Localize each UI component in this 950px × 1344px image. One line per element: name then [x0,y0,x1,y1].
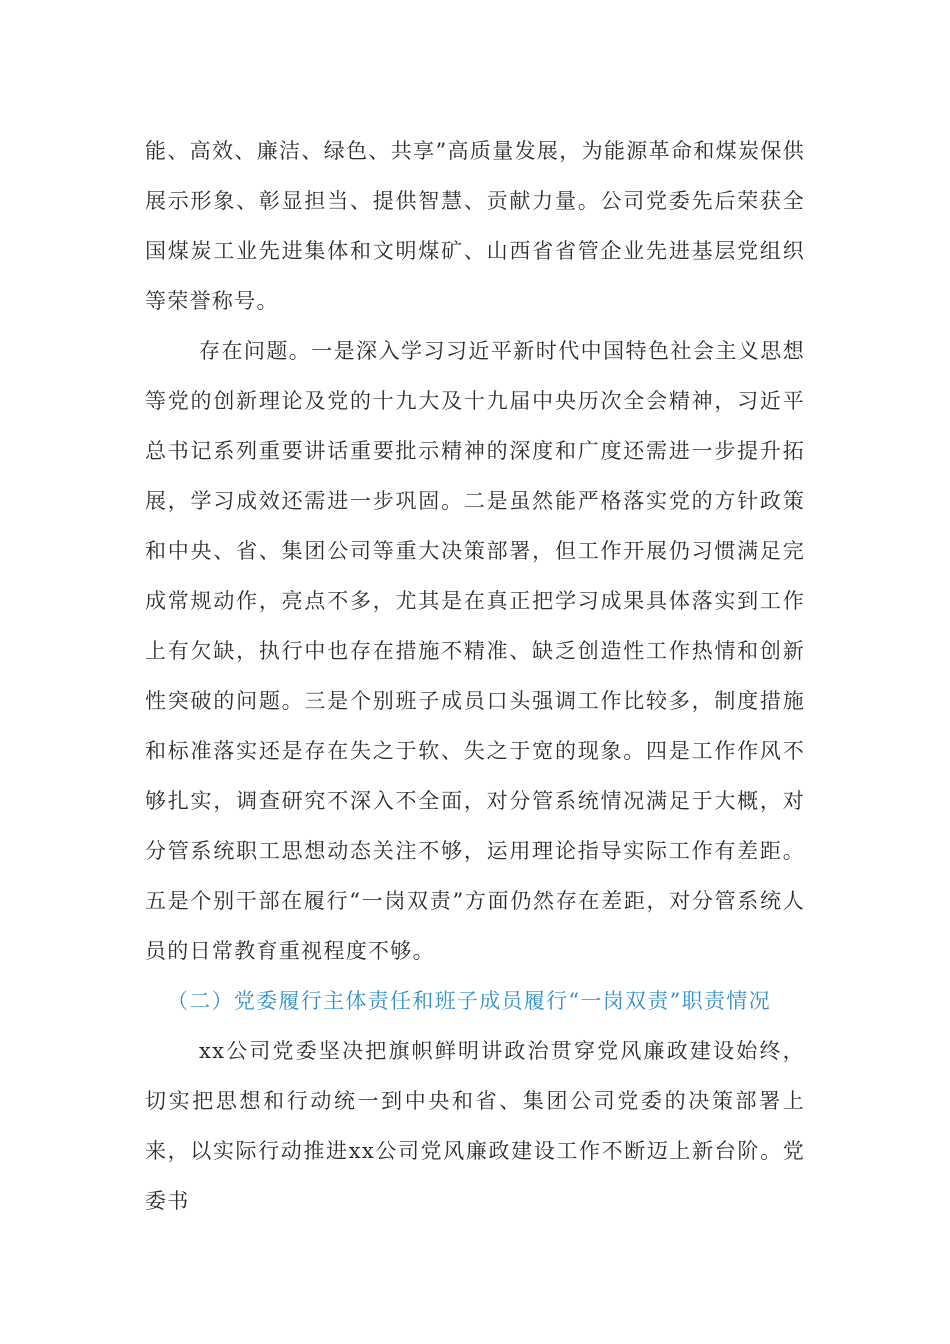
section-heading: （二）党委履行主体责任和班子成员履行“一岗双责”职责情况 [167,989,771,1013]
document-page [145,126,805,1226]
paragraph-party-committee: xx公司党委坚决把旗帜鲜明讲政治贯穿党风廉政建设始终，切实把思想和行动统一到中央和省、集团公司党委的决策部署上来，以实际行动推进xx公司党风廉政建设工作不断迈上新台阶。党委书 [145,1039,805,1213]
paragraph-development: 能、高效、廉洁、绿色、共享”高质量发展，为能源革命和煤炭保供展示形象、彰显担当、提供智慧、贡献力量。公司党委先后荣获全国煤炭工业先进集体和文明煤矿、山西省省管企业先进基层党组织等荣誉称号。 [145,139,805,313]
paragraph-existing-problems: 存在问题。一是深入学习习近平新时代中国特色社会主义思想等党的创新理论及党的十九大及十九届中央历次全会精神，习近平总书记系列重要讲话重要批示精神的深度和广度还需进一步提升拓展，学习成效还需进一步巩固。二是虽然能严格落实党的方针政策和中央、省、集团公司等重大决策部署，但工作开展仍习惯满足完成常规动作，亮点不多，尤其是在真正把学习成果具体落实到工作上有欠缺，执行中也存在措施不精准、缺乏创造性工作热情和创新性突破的问题。三是个别班子成员口头强调工作比较多，制度措施和标准落实还是存在失之于软、失之于宽的现象。四是工作作风不够扎实，调查研究不深入不全面，对分管系统情况满足于大概，对分管系统职工思想动态关注不够，运用理论指导实际工作有差距。五是个别干部在履行“一岗双责”方面仍然存在差距，对分管系统人员的日常教育重视程度不够。 [145,339,805,963]
